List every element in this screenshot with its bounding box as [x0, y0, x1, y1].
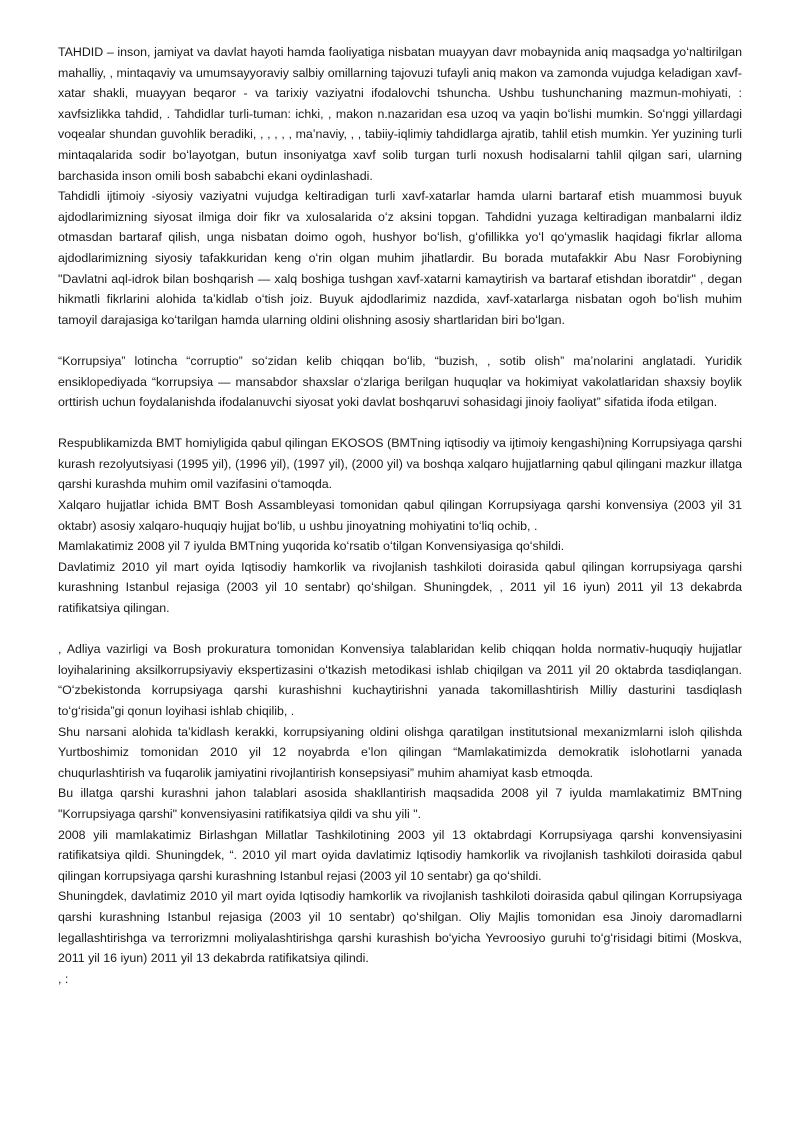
paragraph-spacer	[58, 330, 742, 351]
paragraph-institutional-mechanisms: Shu narsani alohida taʼkidlash kerakki, korrupsiyaning oldini olishga qaratilgan institutsional mexanizmlarni isloh qilishda Yurtboshimiz tomonidan 2010 yil 12 noyabrda eʼlon qilingan “Mamlakatimizda demokratik islohotlarni yanada chuqurlashtirish va fuqarolik jamiyatini rivojlantirish konsepsiyasi” muhim ahamiyat kasb etmoqda.	[58, 724, 742, 780]
paragraph-spacer	[58, 619, 742, 640]
paragraph-ratification-2008: Bu illatga qarshi kurashni jahon talablari asosida shakllantirish maqsadida 2008 yil 7 iyulda mamlakatimiz BMTning "Korrupsiyaga qarshi" konvensiyasini ratifikatsiya qildi va shu yili ".	[58, 786, 742, 821]
paragraph-istanbul-plan: Davlatimiz 2010 yil mart oyida Iqtisodiy hamkorlik va rivojlanish tashkiloti doirasida qabul qilingan korrupsiyaga qarshi kurashning Istanbul rejasiga (2003 yil 10 sentabr) qoʻshilgan. Shuningdek, , 2011 yil 16 iyun) 2011 yil 13 dekabrda ratifikatsiya qilingan.	[58, 559, 742, 616]
paragraph-un-convention: Xalqaro hujjatlar ichida BMT Bosh Assambleyasi tomonidan qabul qilingan Korrupsiyaga qarshi konvensiya (2003 yil 31 oktabr) asosiy xalqaro-huquqiy hujjat boʻlib, u ushbu jinoyatning mohiyatini toʻliq ochib, .	[58, 498, 742, 533]
paragraph-korrupsiya-definition: “Korrupsiya” lotincha “corruptio” soʻzidan kelib chiqqan boʻlib, “buzish, , sotib olish” maʼnolarini anglatadi. Yuridik ensiklopediyada “korrupsiya — mansabdor shaxslar oʻzlariga berilgan huquqlar va hokimiyat vakolatlaridan shaxsiy boylik orttirish uchun foydalanishda ifodalanuvchi siyosat yoki davlat boshqaruvi sohasidagi jinoiy faoliyat” sifatida ifoda etilgan.	[58, 353, 742, 410]
paragraph-joined-2008: Mamlakatimiz 2008 yil 7 iyulda BMTning yuqorida koʻrsatib oʻtilgan Konvensiyasiga qoʻshildi.	[58, 539, 565, 554]
paragraph-eurasian-group: Shuningdek, davlatimiz 2010 yil mart oyida Iqtisodiy hamkorlik va rivojlanish tashkiloti doirasida qabul qilingan Korrupsiyaga qarshi kurashning Istanbul rejasiga (2003 yil 10 sentabr) qoʻshilgan. Oliy Majlis tomonidan esa Jinoiy daromadlarni legallashtirishga va terrorizmni moliyalashtirishga qarshi kurashish boʻyicha Yevroosiyo guruhi toʻgʻrisidagi bitimi (Moskva, 2011 yil 16 iyun) 2011 yil 13 dekabrda ratifikatsiya qilindi.	[58, 889, 742, 966]
paragraph-ancestors-views: Tahdidli ijtimoiy -siyosiy vaziyatni vujudga keltiradigan turli xavf-xatarlar hamda ularni bartaraf etish muammosi buyuk ajdodlarimizning siyosat ilmiga doir fikr va xulosalarida oʻz aksini topgan. Tahdidni yuzaga keltiradigan manbalarni ildiz otmasdan bartaraf qilish, unga nisbatan doimo ogoh, hushyor boʻlish, gʻofillikka yoʻl qoʻymaslik haqidagi fikrlar alloma ajdodlarimizning siyosiy tafakkuridan keng oʻrin olgan muhim jihatlardir. Bu borada mutafakkir Abu Nasr Forobiyning "Davlatni aql-idrok bilan boshqarish — xalq boshiga tushgan xavf-xatarni kamaytirish va bartaraf etishdan iboratdir" , degan hikmatli fikrlarini alohida taʼkidlab oʻtish joiz. Buyuk ajdodlarimiz nazdida, xavf-xatarlarga nisbatan ogoh boʻlish muhim tamoyil darajasiga koʻtarilgan hamda ularning oldini olishning asosiy shartlaridan biri boʻlgan.	[58, 189, 742, 327]
paragraph-expertise-methodology: , Adliya vazirligi va Bosh prokuratura tomonidan Konvensiya talablaridan kelib chiqqan holda normativ-huquqiy hujjatlar loyihalarining aksilkorrupsiyaviy ekspertizasini oʻtkazish metodikasi ishlab chiqilgan va 2011 yil 20 oktabrda tasdiqlangan. “Oʻzbekistonda korrupsiyaga qarshi kurashishni kuchaytirishni yanada takomillashtirish Milliy dasturini tasdiqlash toʻgʻrisida”gi qonun loyihasi ishlab chiqilib, .	[58, 642, 742, 718]
paragraph-ekosos-resolutions: Respublikamizda BMT homiyligida qabul qilingan EKOSOS (BMTning iqtisodiy va ijtimoiy kengashi)ning Korrupsiyaga qarshi kurash rezolyutsiyasi (1995 yil), (1996 yil), (1997 yil), (2000 yil) va boshqa xalqaro hujjatlarning qabul qilingani mazkur illatga qarshi kurashda muhim omil vazifasini oʻtamoqda.	[58, 436, 742, 492]
paragraph-trailing-marks: , :	[58, 971, 69, 986]
paragraph-tahdid-definition: TAHDID – inson, jamiyat va davlat hayoti hamda faoliyatiga nisbatan muayyan davr mobaynida aniq maqsadga yoʻnaltirilgan mahalliy, , mintaqaviy va umumsayyoraviy salbiy omillarning tajovuzi tufayli aniq makon va zamonda vujudga keladigan xavf-xatar shakli, muayyan beqaror - va tarixiy vaziyatni ifodalovchi tshuncha. Ushbu tushunchaning mazmun-mohiyati, : xavfsizlikka tahdid, . Tahdidlar turli-tuman: ichki, , makon n.nazaridan esa uzoq va yaqin boʻlishi mumkin. Soʻnggi yillardagi voqealar shundan guvohlik beradiki, , , , , , maʼnaviy, , , tabiiy-iqlimiy tahdidlarga ajratib, tahlil etish mumkin. Yer yuzining turli mintaqalarida sodir boʻlayotgan, butun insoniyatga xavf solib turgan turli noxush hodisalarni tahlil qilgan sari, ularning barchasida inson omili bosh sababchi ekani oydinlashadi.	[58, 45, 742, 183]
paragraph-un-convention-ratified: 2008 yili mamlakatimiz Birlashgan Millatlar Tashkilotining 2003 yil 13 oktabrdagi Korrupsiyaga qarshi konvensiyasini ratifikatsiya qildi. Shuningdek, “. 2010 yil mart oyida davlatimiz Iqtisodiy hamkorlik va rivojlanish tashkiloti doirasida qabul qilingan korrupsiyaga qarshi kurashning Istanbul rejasi (2003 yil 10 sentabr) ga qoʻshildi.	[58, 827, 742, 883]
paragraph-spacer	[58, 413, 742, 434]
